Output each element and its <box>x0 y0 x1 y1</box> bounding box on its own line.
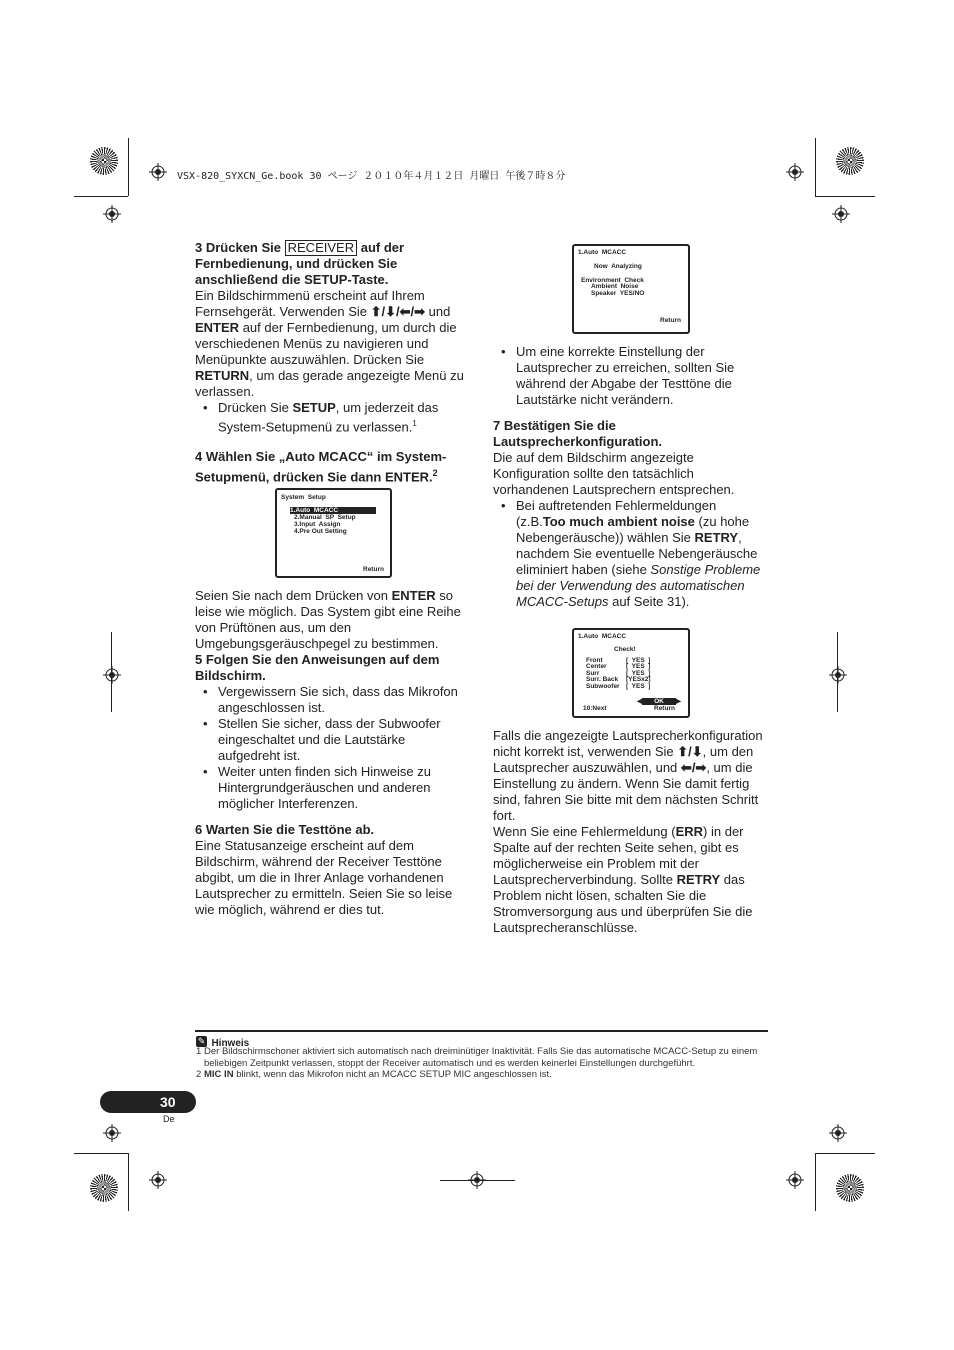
check-screen <box>572 628 690 718</box>
notes-heading: ✎ Hinweis <box>197 1036 250 1049</box>
color-burst-icon <box>90 1174 118 1202</box>
crosshair-icon <box>829 666 847 684</box>
step3-heading: 3 Drücken Sie RECEIVER auf der Fernbedienung, und drücken Sie anschließend die SETUP-Taste. <box>195 240 405 287</box>
left-column-lower <box>195 588 470 918</box>
color-burst-icon <box>836 1174 864 1202</box>
footnote-1: 1 Der Bildschirmschoner aktiviert sich automatisch nach dreiminütiger Inaktivität. Falls Sie das automatische MCACC-Setup zu einem beliebigen Zeitpunkt verlassen, stoppt der Receiver automatisch und es werden keinerlei Einstellungen durchgeführt. <box>196 1046 758 1069</box>
speaker-label: Subwoofer <box>586 683 620 690</box>
right-arrow-icon: ▶ <box>676 698 681 705</box>
screen-line: Speaker YES/NO <box>591 290 645 297</box>
left-arrow-icon: ◀ <box>637 698 642 705</box>
step5-heading: 5 Folgen Sie den Anweisungen auf dem Bildschirm. <box>195 652 440 683</box>
page-number-tab <box>100 1091 196 1113</box>
left-right-arrows-icon: ⬅/➡ <box>680 760 707 775</box>
right-column-lower <box>493 728 768 936</box>
crosshair-icon <box>103 205 121 223</box>
screen-return: Return <box>654 705 675 712</box>
step7-heading: 7 Bestätigen Sie die Lautsprecherkonfiguration. <box>493 418 663 449</box>
screen-next: 10:Next <box>583 705 607 712</box>
screen-line: Ambient Noise <box>591 283 639 290</box>
step7-bullet: • Bei auftretenden Fehlermeldungen (z.B.Too much ambient noise (zu hohe Nebengeräusche)) wählen Sie RETRY, nachdem Sie eventuelle Nebengeräusche eliminiert haben (siehe Sonstige Probleme bei der Verwendung des automatischen MCACC-Setups auf Seite 31). <box>493 498 768 610</box>
screen-menu-item-selected: 1.Auto MCACC <box>290 507 376 514</box>
crosshair-icon <box>786 163 804 181</box>
screen-line: Environment Check <box>581 277 644 284</box>
speaker-value: [YESx2] <box>626 676 651 683</box>
screen-return: Return <box>363 566 384 573</box>
list-item: • Weiter unten finden sich Hinweise zu Hintergrundgeräuschen und anderen möglicher Interferenzen. <box>195 764 470 812</box>
list-item: • Um eine korrekte Einstellung der Lautsprecher zu erreichen, sollten Sie während der Abgabe der Testtöne die Lautstärke nicht verändern. <box>493 344 768 408</box>
crosshair-icon <box>149 163 167 181</box>
screen-menu-item: 2.Manual SP Setup <box>294 514 356 521</box>
speaker-label: Surr. Back <box>586 676 619 683</box>
receiver-key-label: RECEIVER <box>285 240 357 256</box>
crosshair-icon <box>149 1171 167 1189</box>
list-item: • Vergewissern Sie sich, dass das Mikrofon angeschlossen ist. <box>195 684 470 716</box>
speaker-value: [ YES ] <box>626 657 651 664</box>
screen-status: Now Analyzing <box>594 263 642 270</box>
note-pencil-icon: ✎ <box>197 1036 206 1047</box>
system-setup-screen <box>275 488 392 578</box>
screen-title: System Setup <box>281 494 326 501</box>
speaker-config-paragraph: Falls die angezeigte Lautsprecherkonfiguration nicht korrekt ist, verwenden Sie ⬆/⬇, um den Lautsprecher auszuwählen, und ⬅/➡, um die Einstellung zu ändern. Wenn Sie damit fertig sind, fahren Sie bitte mit dem nächsten Schritt fort. <box>493 728 763 823</box>
analyzing-screen <box>572 244 690 334</box>
left-column <box>195 240 470 486</box>
crosshair-icon <box>103 666 121 684</box>
ok-button: OK <box>642 698 676 705</box>
speaker-value: [ YES ] <box>626 683 651 690</box>
color-burst-icon <box>836 147 864 175</box>
file-info-header: VSX-820_SYXCN_Ge.book 30 ページ ２０１０年４月１２日 月曜日 午後７時８分 <box>177 171 566 182</box>
footnote-2: 2 MIC IN blinkt, wenn das Mikrofon nicht an MCACC SETUP MIC angeschlossen ist. <box>196 1069 552 1080</box>
notes-divider <box>195 1030 768 1032</box>
step3-bullet: • Drücken Sie SETUP, um jederzeit das System-Setupmenü zu verlassen.$^1$ <box>195 400 470 435</box>
right-column <box>493 344 768 610</box>
speaker-label: Surr <box>586 670 600 677</box>
screen-title: 1.Auto MCACC <box>578 633 627 640</box>
up-down-arrows-icon: ⬆/⬇ <box>677 744 703 759</box>
screen-title: 1.Auto MCACC <box>578 249 627 256</box>
error-paragraph: Wenn Sie eine Fehlermeldung (ERR) in der Spalte auf der rechten Seite sehen, gibt es möglicherweise ein Problem mit der Lautsprecherverbindung. Sollte RETRY das Problem nicht lösen, schalten Sie die Stromversorgung aus und überprüfen Sie die Lautsprecheranschlüsse. <box>493 824 753 935</box>
speaker-value: [ YES ] <box>626 670 651 677</box>
speaker-label: Front <box>586 657 603 664</box>
crosshair-icon <box>786 1171 804 1189</box>
crosshair-icon <box>103 1124 121 1142</box>
after-screen-paragraph: Seien Sie nach dem Drücken von ENTER so leise wie möglich. Das System gibt eine Reihe von Prüftönen aus, um den Umgebungsgeräuschpegel zu bestimmen. <box>195 588 461 651</box>
screen-menu-item: 4.Pre Out Setting <box>294 528 347 535</box>
crosshair-icon <box>832 205 850 223</box>
speaker-label: Center <box>586 663 607 670</box>
step6-heading: 6 Warten Sie die Testtöne ab. <box>195 822 375 837</box>
step6-paragraph: Eine Statusanzeige erscheint auf dem Bildschirm, während der Receiver Testtöne abgibt, um die in Ihrer Anlage vorhandenen Lautsprecher zu ermitteln. Seien Sie so leise wie möglich, während er dies tut. <box>195 838 453 917</box>
arrow-keys-icon: ⬆/⬇/⬅/➡ <box>370 304 426 319</box>
step3-paragraph: Ein Bildschirmmenü erscheint auf Ihrem Fernsehgerät. Verwenden Sie ⬆/⬇/⬅/➡ und ENTER auf der Fernbedienung, um durch die verschiedenen Menüs zu navigieren und Menüpunkte auszuwählen. Drücken Sie RETURN, um das gerade angezeigte Menü zu verlassen. <box>195 288 464 399</box>
language-code: De <box>163 1114 175 1124</box>
step4-heading: 4 Wählen Sie „Auto MCACC“ im System-Setupmenü, drücken Sie dann ENTER.$^2$ <box>195 449 447 485</box>
screen-return: Return <box>660 317 681 324</box>
screen-menu-item: 3.Input Assign <box>294 521 341 528</box>
page-number: 30 <box>160 1094 176 1110</box>
color-burst-icon <box>90 147 118 175</box>
screen-check: Check! <box>614 646 636 653</box>
speaker-value: [ YES ] <box>626 663 651 670</box>
crosshair-icon <box>829 1124 847 1142</box>
list-item: • Stellen Sie sicher, dass der Subwoofer eingeschaltet und die Lautstärke aufgedreht ist. <box>195 716 470 764</box>
step7-paragraph: Die auf dem Bildschirm angezeigte Konfiguration sollte den tatsächlich vorhandenen Lautsprechern entsprechen. <box>493 450 735 497</box>
